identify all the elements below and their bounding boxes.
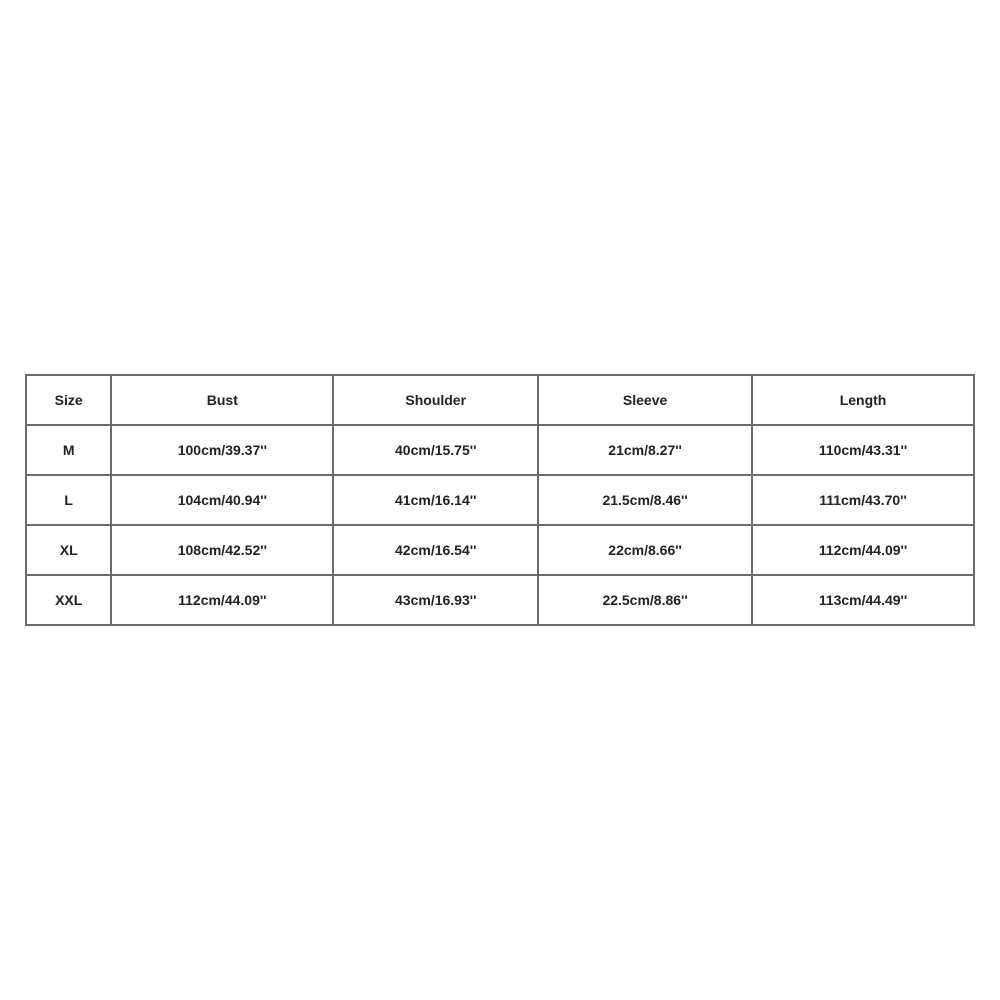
cell-length: 110cm/43.31'' [752, 425, 974, 475]
size-chart-table [25, 374, 975, 626]
cell-sleeve: 22.5cm/8.86'' [538, 575, 752, 625]
cell-bust: 104cm/40.94'' [111, 475, 333, 525]
table-row [26, 425, 974, 475]
cell-sleeve: 21cm/8.27'' [538, 425, 752, 475]
table-row [26, 575, 974, 625]
cell-shoulder: 41cm/16.14'' [333, 475, 538, 525]
cell-length: 111cm/43.70'' [752, 475, 974, 525]
table-header-row [26, 375, 974, 425]
cell-shoulder: 40cm/15.75'' [333, 425, 538, 475]
header-sleeve: Sleeve [538, 375, 752, 425]
cell-shoulder: 42cm/16.54'' [333, 525, 538, 575]
cell-bust: 100cm/39.37'' [111, 425, 333, 475]
cell-size: M [26, 425, 111, 475]
header-shoulder: Shoulder [333, 375, 538, 425]
cell-size: XL [26, 525, 111, 575]
cell-shoulder: 43cm/16.93'' [333, 575, 538, 625]
cell-size: XXL [26, 575, 111, 625]
cell-size: L [26, 475, 111, 525]
cell-length: 112cm/44.09'' [752, 525, 974, 575]
header-size: Size [26, 375, 111, 425]
cell-bust: 112cm/44.09'' [111, 575, 333, 625]
header-length: Length [752, 375, 974, 425]
cell-sleeve: 22cm/8.66'' [538, 525, 752, 575]
table-row [26, 525, 974, 575]
cell-bust: 108cm/42.52'' [111, 525, 333, 575]
cell-length: 113cm/44.49'' [752, 575, 974, 625]
cell-sleeve: 21.5cm/8.46'' [538, 475, 752, 525]
header-bust: Bust [111, 375, 333, 425]
table-row [26, 475, 974, 525]
